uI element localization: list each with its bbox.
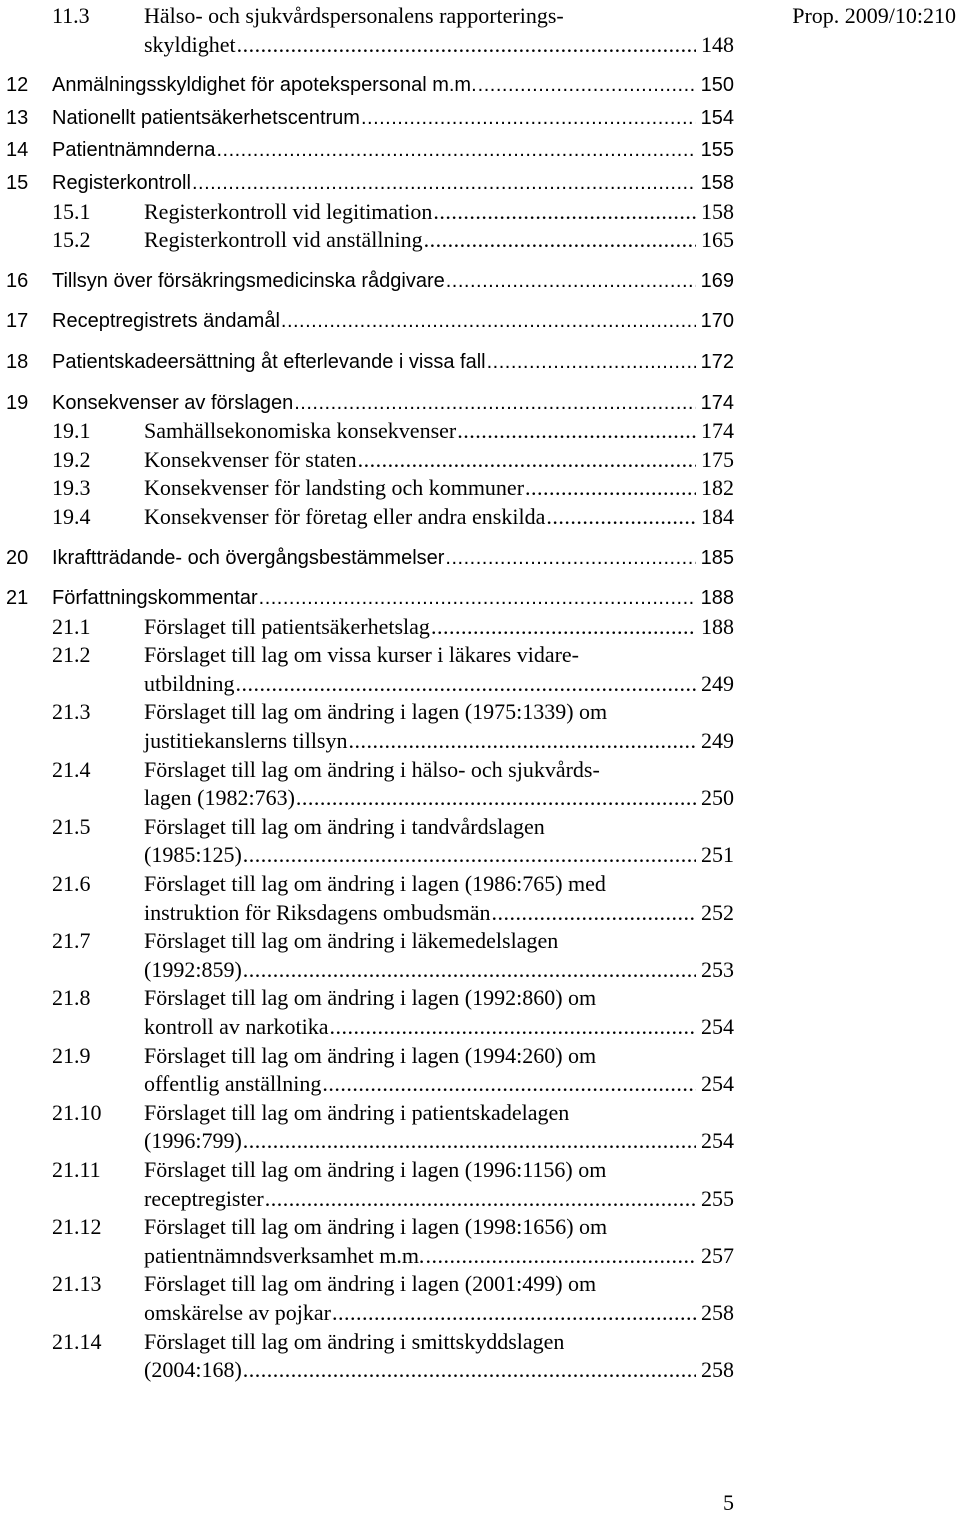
toc-entry-title-line: Receptregistrets ändamål (52, 310, 280, 333)
toc-entry-page: 185 (700, 546, 734, 569)
toc-entry-number: 16 (6, 269, 29, 292)
toc-entry-number: 21.12 (52, 1214, 102, 1240)
dot-leader (424, 226, 696, 255)
toc-entry[interactable] (0, 813, 734, 870)
toc-entry-title-line: Registerkontroll (52, 171, 191, 194)
toc-entry-title-line: Förslaget till lag om ändring i läkemedelslagen (144, 928, 559, 954)
toc-entry-title-line: Förslaget till lag om ändring i lagen (1975:1339) om (144, 699, 608, 725)
toc-entry-number: 14 (6, 139, 29, 162)
toc-entry-title-line: justitiekanslerns tillsyn (144, 728, 348, 754)
toc-entry-title-line: Konsekvenser för staten (144, 446, 357, 472)
toc-entry-page: 188 (700, 587, 734, 610)
toc-entry-title-line: omskärelse av pojkar (144, 1299, 331, 1325)
toc-entry-page: 182 (701, 475, 734, 501)
toc-entry-body (144, 446, 734, 475)
toc-entry-page: 258 (701, 1357, 734, 1383)
toc-entry[interactable] (0, 1042, 734, 1099)
toc-entry-title-line: Konsekvenser för företag eller andra enskilda (144, 503, 546, 529)
toc-entry-title-line: Författningskommentar (52, 587, 258, 610)
dot-leader (235, 670, 696, 699)
toc-entry-title-line: Registerkontroll vid legitimation (144, 198, 433, 224)
toc-entry[interactable] (0, 1270, 734, 1327)
toc-entry-body (144, 756, 734, 813)
toc-entry[interactable] (0, 136, 734, 165)
toc-entry-page: 170 (700, 310, 734, 333)
toc-entry[interactable] (0, 474, 734, 503)
toc-entry[interactable] (0, 544, 734, 573)
toc-entry-title-line: Ikraftträdande- och övergångsbestämmelser (52, 546, 445, 569)
toc-entry-body (52, 348, 734, 377)
toc-entry-title-line: Registerkontroll vid anställning (144, 227, 423, 253)
dot-leader (332, 1299, 696, 1328)
dot-leader (265, 1185, 696, 1214)
toc-entry-body (144, 1270, 734, 1327)
toc-entry[interactable] (0, 503, 734, 532)
toc-entry-number: 19.1 (52, 418, 91, 444)
toc-entry[interactable] (0, 613, 734, 642)
dot-leader (361, 104, 696, 133)
toc-entry-body (144, 1328, 734, 1385)
toc-entry-page: 174 (700, 391, 734, 414)
toc-entry-number: 21.14 (52, 1328, 102, 1354)
toc-entry[interactable] (0, 870, 734, 927)
toc-entry-title-line: Förslaget till lag om ändring i lagen (1996:1156) om (144, 1156, 607, 1182)
toc-entry-number: 21.5 (52, 813, 91, 839)
toc-entry-title-line: (1985:125) (144, 842, 242, 868)
toc-entry-body (144, 1213, 734, 1270)
toc-entry-title-line: (1996:799) (144, 1128, 242, 1154)
toc-entry-page: 188 (701, 613, 734, 639)
toc-entry-title-line: utbildning (144, 670, 235, 696)
dot-leader (431, 613, 696, 642)
toc-entry-page: 250 (701, 785, 734, 811)
toc-entry-number: 19.3 (52, 475, 91, 501)
toc-entry-body (144, 503, 734, 532)
toc-entry-title-line: Förslaget till lag om ändring i lagen (1998:1656) om (144, 1214, 608, 1240)
toc-entry-body (52, 104, 734, 133)
dot-leader (478, 71, 696, 100)
toc-entry[interactable] (0, 198, 734, 227)
page-number: 5 (723, 1490, 734, 1515)
toc-entry[interactable] (0, 2, 734, 59)
toc-entry-title-line: Förslaget till lag om ändring i smittskyddslagen (144, 1328, 565, 1354)
toc-entry[interactable] (0, 984, 734, 1041)
toc-entry[interactable] (0, 389, 734, 418)
toc-entry-page: 254 (701, 1128, 734, 1154)
toc-entry-body (144, 1156, 734, 1213)
toc-entry-number: 21.11 (52, 1156, 101, 1182)
toc-entry-body (144, 613, 734, 642)
toc-entry-title-line: (1992:859) (144, 956, 242, 982)
toc-entry[interactable] (0, 307, 734, 336)
toc-entry[interactable] (0, 417, 734, 446)
dot-leader (192, 169, 696, 198)
dot-leader (294, 389, 695, 418)
toc-entry-title-line: Patientnämnderna (52, 139, 216, 162)
toc-entry[interactable] (0, 267, 734, 296)
toc-entry-body (144, 641, 734, 698)
toc-entry[interactable] (0, 348, 734, 377)
toc-entry-number: 18 (6, 350, 29, 373)
toc-entry-page: 155 (700, 139, 734, 162)
toc-entry-page: 253 (701, 956, 734, 982)
toc-entry-body (52, 169, 734, 198)
toc-entry-title-line: Förslaget till lag om ändring i tandvårdslagen (144, 813, 545, 839)
toc-entry-title-line: Förslaget till lag om ändring i lagen (1986:765) med (144, 871, 606, 897)
toc-entry-body (52, 71, 734, 100)
toc-entry-number: 21.13 (52, 1271, 102, 1297)
toc-entry-number: 20 (6, 546, 29, 569)
dot-leader (525, 474, 696, 503)
toc-entry-page: 169 (700, 269, 734, 292)
toc-entry[interactable] (0, 1099, 734, 1156)
toc-entry-number: 21.10 (52, 1099, 102, 1125)
toc-entry-page: 150 (700, 74, 734, 97)
toc-entry-title-line: kontroll av narkotika (144, 1014, 329, 1039)
toc-entry-title-line: Hälso- och sjukvårdspersonalens rapporterings- (144, 3, 564, 28)
toc-entry-title-line: Förslaget till lag om ändring i lagen (2001:499) om (144, 1271, 597, 1297)
toc-entry-number: 15 (6, 171, 29, 194)
toc-entry-page: 251 (701, 842, 734, 868)
toc-entry-number: 19.2 (52, 446, 91, 472)
toc-entry-body (144, 226, 734, 255)
toc-entry-page: 154 (700, 106, 734, 129)
toc-entry[interactable] (0, 584, 734, 613)
toc-entry-number: 11.3 (52, 3, 90, 28)
toc-entry-page: 252 (701, 899, 734, 925)
toc-entry-page: 254 (701, 1014, 734, 1039)
toc-entry-body (144, 698, 734, 755)
dot-leader (446, 267, 696, 296)
toc-entry-title-line: Tillsyn över försäkringsmedicinska rådgivare (52, 269, 445, 292)
toc-entry-title-line: Patientskadeersättning åt efterlevande i vissa fall (52, 350, 486, 373)
toc-entry-title-line: Förslaget till lag om ändring i lagen (1994:260) om (144, 1042, 597, 1068)
dot-leader (358, 446, 696, 475)
toc-entry-title-line: instruktion för Riksdagens ombudsmän (144, 899, 491, 925)
toc-entry-body (144, 1099, 734, 1156)
toc-entry-body (144, 870, 734, 927)
toc-entry-number: 21.3 (52, 699, 91, 725)
dot-leader (243, 1127, 696, 1156)
toc-entry-title-line: patientnämndsverksamhet m.m. (144, 1242, 425, 1268)
toc-entry-page: 257 (701, 1242, 734, 1268)
dot-leader (487, 348, 696, 377)
dot-leader (445, 544, 695, 573)
dot-leader (457, 417, 696, 446)
table-of-contents (0, 2, 734, 1385)
toc-entry-title-line: Anmälningsskyldighet för apotekspersonal m.m. (52, 74, 477, 97)
toc-entry-page: 175 (701, 446, 734, 472)
toc-entry-title-line: Samhällsekonomiska konsekvenser (144, 418, 457, 444)
dot-leader (243, 956, 696, 985)
dot-leader (433, 198, 696, 227)
toc-entry-title-line: Nationellt patientsäkerhetscentrum (52, 106, 360, 129)
dot-leader (281, 307, 696, 336)
toc-entry-body (144, 984, 734, 1041)
toc-entry-body (144, 2, 734, 59)
toc-entry-page: 165 (701, 227, 734, 253)
document-reference: Prop. 2009/10:210 (792, 3, 956, 28)
toc-entry[interactable] (0, 1328, 734, 1385)
toc-entry-page: 184 (701, 503, 734, 529)
toc-entry-body (144, 813, 734, 870)
toc-entry-number: 21 (6, 587, 29, 610)
toc-entry-page: 148 (701, 31, 734, 57)
toc-entry-body (52, 307, 734, 336)
toc-entry-body (52, 136, 734, 165)
toc-entry-number: 21.7 (52, 928, 91, 954)
toc-entry-page: 255 (701, 1185, 734, 1211)
dot-leader (243, 1356, 696, 1385)
toc-entry-number: 17 (6, 310, 29, 333)
toc-entry[interactable] (0, 641, 734, 698)
dot-leader (296, 784, 696, 813)
toc-entry-page: 249 (701, 728, 734, 754)
dot-leader (243, 841, 696, 870)
dot-leader (546, 503, 696, 532)
toc-entry[interactable] (0, 104, 734, 133)
toc-entry[interactable] (0, 1213, 734, 1270)
toc-entry-page: 258 (701, 1299, 734, 1325)
toc-entry-title-line: Konsekvenser för landsting och kommuner (144, 475, 525, 501)
toc-entry-page: 158 (701, 198, 734, 224)
dot-leader (322, 1070, 696, 1099)
dot-leader (237, 31, 696, 60)
toc-entry-number: 19 (6, 391, 29, 414)
toc-entry-body (52, 267, 734, 296)
toc-entry[interactable] (0, 927, 734, 984)
toc-entry-number: 12 (6, 74, 29, 97)
toc-entry-number: 21.9 (52, 1042, 91, 1068)
toc-entry-title-line: (2004:168) (144, 1357, 242, 1383)
toc-entry[interactable] (0, 446, 734, 475)
toc-entry-page: 249 (701, 670, 734, 696)
toc-entry-number: 21.2 (52, 642, 91, 668)
toc-entry-page: 254 (701, 1071, 734, 1097)
toc-entry-number: 21.4 (52, 756, 91, 782)
toc-entry-number: 15.2 (52, 227, 91, 253)
toc-entry-body (144, 417, 734, 446)
toc-entry-page: 172 (700, 350, 734, 373)
dot-leader (330, 1013, 696, 1042)
toc-entry[interactable] (0, 756, 734, 813)
toc-entry-body (144, 1042, 734, 1099)
toc-entry-body (144, 927, 734, 984)
toc-entry[interactable] (0, 226, 734, 255)
toc-entry-title-line: Förslaget till patientsäkerhetslag (144, 613, 430, 639)
toc-entry-number: 21.6 (52, 871, 91, 897)
toc-entry-title-line: skyldighet (144, 31, 236, 57)
toc-entry-number: 13 (6, 106, 29, 129)
toc-entry[interactable] (0, 1156, 734, 1213)
toc-entry-page: 158 (700, 171, 734, 194)
toc-entry-title-line: Förslaget till lag om vissa kurser i läkares vidare- (144, 642, 579, 668)
toc-entry-title-line: offentlig anställning (144, 1071, 322, 1097)
toc-entry[interactable] (0, 698, 734, 755)
toc-entry-title-line: Förslaget till lag om ändring i patientskadelagen (144, 1099, 570, 1125)
toc-entry-body (144, 198, 734, 227)
toc-entry-title-line: lagen (1982:763) (144, 785, 295, 811)
dot-leader (425, 1242, 696, 1271)
toc-entry[interactable] (0, 71, 734, 100)
toc-entry-number: 21.1 (52, 613, 91, 639)
toc-entry-body (52, 389, 734, 418)
toc-entry-body (52, 544, 734, 573)
toc-entry-number: 21.8 (52, 985, 91, 1011)
toc-entry-number: 15.1 (52, 198, 91, 224)
dot-leader (259, 584, 696, 613)
toc-entry-number: 19.4 (52, 503, 91, 529)
toc-entry-page: 174 (701, 418, 734, 444)
dot-leader (349, 727, 697, 756)
dot-leader (216, 136, 695, 165)
toc-entry-body (144, 474, 734, 503)
toc-entry-title-line: receptregister (144, 1185, 264, 1211)
toc-entry-title-line: Förslaget till lag om ändring i hälso- och sjukvårds- (144, 756, 600, 782)
toc-entry-body (52, 584, 734, 613)
toc-entry-title-line: Konsekvenser av förslagen (52, 391, 294, 414)
toc-entry-title-line: Förslaget till lag om ändring i lagen (1992:860) om (144, 985, 597, 1011)
toc-entry[interactable] (0, 169, 734, 198)
dot-leader (491, 899, 696, 928)
